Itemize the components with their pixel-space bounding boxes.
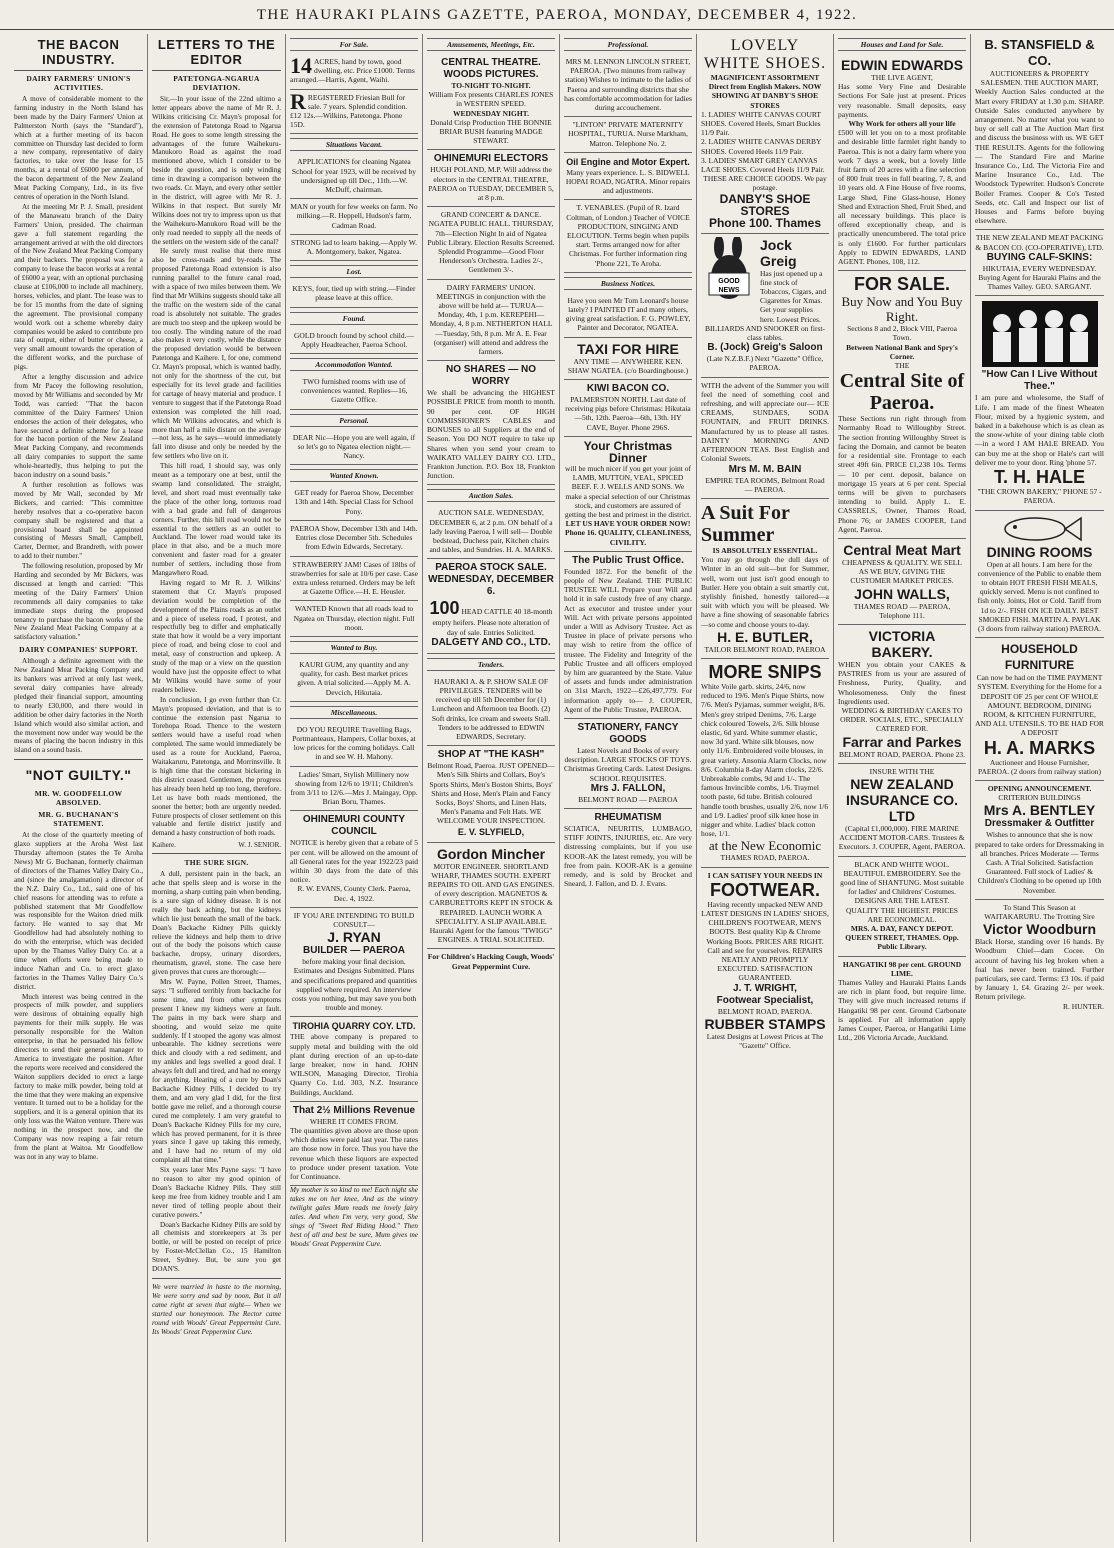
between: Between National Bank and Spry's Corner. [846, 342, 958, 361]
suit-ad [701, 499, 829, 659]
rubber-title: RUBBER STAMPS [704, 1015, 826, 1032]
ryan-body: before making your final decision. Estimates and Designs Submitted. Plans and specifications prepared and quantities supplied where required. An interview costs you nothing, but may save you both trouble and money. [291, 957, 417, 1013]
economic-name: at the New Economic [708, 838, 822, 854]
xmas-ad [564, 437, 692, 552]
stock-sale-ad [427, 559, 555, 653]
section-head: Accommodation Wanted. [290, 358, 418, 371]
linton-ad: "LINTON" PRIVATE MATERNITY HOSPITAL, TURUA. Nurse Markham, Matron. Telephone No. 2. [564, 117, 692, 153]
walls-address: THAMES ROAD — PAEROA, Telephone 111. [853, 601, 951, 620]
classified-ad: APPLICATIONS for cleaning Ngatea School for year 1923, will be received by undersigned up till Dec., 11th.—W. McDuff, chairman. [290, 154, 418, 199]
shares-title: NO SHARES — NO WORRY [445, 364, 536, 388]
suit-essential: IS ABSOLUTELY ESSENTIAL. [712, 545, 818, 555]
classified-ad: DO YOU REQUIRE Travelling Bags, Portmanteaux, Hampers, Collar boxes, at low prices for the coming holidays. Call in and see W. H. Mahony. [290, 722, 418, 767]
signature [152, 841, 281, 849]
household-title: HOUSEHOLD FURNITURE [1001, 642, 1078, 673]
classified-ad: TWO furnished rooms with use of conveniences wanted. Replies—16, Gazette Office. [290, 374, 418, 410]
letters-title: LETTERS TO THE EDITOR [152, 34, 281, 71]
classified-ad: WANTED Known that all roads lead to Ngatea on Thursday, election night. Full moon. [290, 601, 418, 637]
taxi-ad [564, 338, 692, 380]
column-letters [148, 34, 286, 1542]
stationery-ad [564, 719, 692, 809]
paragraph: Much interest was being centred in the prospects of milk powder, and suppliers were desirous of obtaining equally high payments for their milk supply. He was personally responsible for the Walton enterprise, in that he persuaded his fellow directors to send their general manager to America to investigate the position. After the reports were received and considered the Waiton suppliers decided to erect a large factory to make milk powder, being told at the time that they were making an expensive venture. It turned out to be a holiday for the suppliers, and it is a general opinion that its only loss was the Waiton venture. There was nothing in the prospect now, and the Company was now reaping a fair return from the plant at Waitoa. Mr Goodfellow was not in any way to blame. [14, 992, 143, 1161]
good-news-text: GOOD [718, 277, 740, 285]
ad-text: ACRES, hand by town, good dwelling, etc. Price £1000. Terms arranged.—Harris, Agent, Waihi. [290, 57, 415, 85]
jock-body: Has just opened up a fine stock of Tobaccos, Cigars, and Cigarettes for Xmas. Get your supplies here. Lowest Prices. [760, 268, 827, 324]
insure-pre: INSURE WITH THE [869, 766, 935, 776]
victor-name: Victor Woodburn [982, 921, 1097, 938]
classified-ad: DEAR Nic—Hope you are well again, if so let's go to Ngatea election night.—Nancy. [290, 430, 418, 466]
dalgety: DALGETY AND CO., LTD. [431, 636, 551, 648]
meat-mart-ad [838, 539, 966, 625]
lennon-ad: MRS M. LENNON LINCOLN STREET, PAEROA. (Two minutes from railway station) Wishes to intimate to the ladies of Paeroa and surrounding districts that she has comfortable accommodation for ladies during accouchement. [564, 54, 692, 117]
tonight: TO-NIGHT TO-NIGHT. [451, 81, 531, 90]
stationery-title: STATIONERY, FANCY GOODS [577, 721, 679, 745]
subheading: DAIRY COMPANIES' SUPPORT. [19, 645, 138, 655]
calf-text: HIKUTAIA, EVERY WEDNESDAY. Buying Agent for Hauraki Plains and the Thames Valley. GEO. SARGANT. [978, 263, 1101, 292]
footwear-text: Having recently unpacked NEW AND LATEST DESIGNS IN LADIES' SHOES, CHILDREN'S FOOTWEAR, MEN'S BOOTS. Best quality Kip & Chrome Working Boots. PRICES ARE RIGHT. Call and see for yourselves. REPAIRS NEATLY AND PROMPTLY EXECUTED. SATISFACTION GUARANTEED. [701, 899, 829, 983]
section-head: Houses and Land for Sale. [838, 38, 966, 51]
household-text: Can now be had on the TIME PAYMENT SYSTEM. Everything for the Home for a DEPOSIT OF 25 per cent OF WHOLE AMOUNT. BEDROOM, DINING ROOM, & KITCHEN FURNITURE, AND ALL UTENSILS. TO BE HAD FOR A DEPOSIT [975, 673, 1104, 738]
billiards: BILLIARDS AND SNOOKER on first-class tables. [705, 323, 825, 343]
stansfield-ad [975, 34, 1104, 230]
the-word: THE [894, 361, 910, 371]
howcan-text: I am pure and wholesome, the Staff of Life. I am made of the finest Wheaten Flour, mixed by a hygienic system, and baked in a bakehouse which is as clean as the snow-white of your dining table cloth—in a word I AM HALE BREAD. You can buy me at the shop or Hale's cart will deliver me to your door. Ring 'phone 57. [975, 393, 1104, 467]
council-title: OHINEMURI COUNTY COUNCIL [302, 814, 406, 838]
marks-sub: Auctioneer and House Furnisher, PAEROA. (2 doors from railway station) [977, 757, 1102, 776]
footer-ad: For Children's Hacking Cough, Woods' Great Peppermint Cure. [427, 952, 555, 971]
section-head: Lost. [290, 265, 418, 278]
victor-ad [975, 900, 1104, 1015]
classified-ad: GET ready for Paeroa Show, December 13th and 14th. Special Class for School Pony. [290, 485, 418, 521]
column-auctioneers [971, 34, 1108, 1542]
paragraph: A further resolution as follows was moved by Mr Wall, seconded by Mr Bickers, and carried: "This committee hereby resolves that a co-operative bacon company shall be registered and that a provisional board shall be appointed consisting of Messrs Small, Campbell, Carter, Dermer, and Brandreth, with power to add to their number." [14, 480, 143, 561]
hale-ad [975, 296, 1104, 510]
xmas-order: LET US HAVE YOUR ORDER NOW! Phone 16. QUALITY, CLEANLINESS, CIVILITY. [564, 519, 691, 547]
article-body [152, 95, 281, 838]
article-body [14, 95, 143, 642]
electors-title: OHINEMURI ELECTORS [433, 153, 549, 165]
embroidery-text: BLACK AND WHITE WOOL. BEAUTIFUL EMBROIDERY. See the good line of SHANTUNG. Most suitable for ladies' and Childrens' Costumes. DESIGNS ARE THE LATEST. QUALITY THE HIGHEST. PRICES ARE ECONOMICAL. [840, 859, 964, 924]
bentley-sub: Dressmaker & Outfitter [984, 818, 1095, 830]
calf-title: BUYING CALF-SKINS: [986, 251, 1093, 263]
tenders-ad: HAURAKI A. & P. SHOW SALE OF PRIVILEGES. TENDERS will be received up till 5th December for (1) Luncheon and Afternoon tea Booth. (2) Soft drinks, Ice cream and sweets Stall. Tenders to be addressed to EDWIN EDWARDS, Secretary. [427, 674, 555, 746]
stansfield-name: B. STANSFIELD & CO. [984, 37, 1095, 68]
trust-title: The Public Trust Office. [572, 554, 684, 566]
footwear-title: FOOTWEAR. [710, 879, 820, 900]
waikato-ad [427, 361, 555, 485]
cattle-text: HEAD CATTLE 40 18-month empty heifers. Please note alteration of day of sale. Entries Solicited. [432, 607, 553, 637]
bain-name: Mrs M. M. BAIN [728, 463, 802, 475]
dining-ad [975, 511, 1104, 639]
paragraph: This hill road, I should say, was only meant as a temporary one at best, until the swamp land consolidated. The straight, level, and short road must eventually take the place of the other long, tortuous road with a bad grade and full of dangerous corners. Further, this hill road would not be essential to the settlers as an outlet to Auckland. The lower road would take its place in that also, and be a much more convenient and faster road for a greater number of settlers, including those from Mangawhero Road. [152, 462, 281, 578]
opening: OPENING ANNOUNCEMENT. [987, 783, 1092, 793]
bentley-name: Mrs A. BENTLEY [983, 802, 1096, 819]
quarry-body: THE above company is prepared to supply metal and building with the old plant during erection of an up-to-date large breaker, now in hand. JOHN WILSON, Managing Director, Tirohia Quarry Co. Ltd. 303, N.Z. Insurance Buildings, Auckland. [290, 1032, 418, 1097]
lime-text: Thames Valley and Hauraki Plains Lands are rich in plant food, but require lime. They will give much increased returns if Hangatiki 98 per cent. Ground Carbonate is applied. For all information apply James Couper, Paeroa, or Hangatiki Lime Ltd., 206 Victoria Arcade, Auckland. [838, 978, 966, 1043]
meat-text: CHEAPNESS & QUALITY. WE SELL AS WE BUY, GIVING THE CUSTOMER MARKET PRICES. [842, 557, 962, 586]
classified-ad: PAEROA Show, December 13th and 14th. Entries close December 5th. Schedules from Edwin Edwards, Secretary. [290, 521, 418, 557]
insurance-ad [838, 764, 966, 857]
paragraph: In conclusion, I go even further than Cr. Mayn's proposed deviation, and that is to continue the extension past Ngarua to Torehopa Road. Thence to the western settlers would have a useful road when completed. The same would immediately be used as a route for Auckland, Paeroa, Waitakaruru, Patetonga, and Morrinsville. It is high time that the constant bickering in this district ceased. Gentlemen, the progress has already been held up too long, therefore. Let us have both roads mentioned, the sooner the better; both are urgently needed. Future prospects of closer settlement on this valuable and fertile district justify and demand a hasty construction of both roads. [152, 695, 281, 838]
revenue-body: The quantities given above are those upon which duties were paid last year. The rates are those now in force. Thus you have the revenue which these liquors are expected to produce under present taxation. Vote for Continuance. [290, 1126, 418, 1182]
butler-sub: TAILOR BELMONT ROAD, PAEROA [704, 644, 826, 654]
economic-address: THAMES ROAD, PAEROA. [720, 853, 810, 863]
classified-ad: KEYS, four, tied up with string.—Finder please leave at this office. [290, 281, 418, 307]
classified-ad: Ladies' Smart, Stylish Millinery now showing from 12/6 to 19/11; Children's from 3/11 to 12/6.—Mrs J. Maingay, Opp. Brian Boru, Thames. [290, 767, 418, 812]
revenue-head: That 2½ Millions Revenue [292, 1104, 416, 1116]
howcan-title: "How Can I Live Without Thee." [981, 369, 1098, 393]
section-head: Auction Sales. [427, 489, 555, 502]
section-head: Business Notices. [564, 277, 692, 290]
council-notice [290, 811, 418, 907]
snips-text: White Voile garb. skirts, 24/6, now reduced to 19/6. Men's Pique Shirts, now 7/6. Men's Pyjamas, summer weight, 8/6. Men's grey striped Denims, 7/6. Large chick coloured Towels, 2/6. Silk blouse elastic, 6d yard. White summer elastic, now 3d yard. White silk blouses, now only 11/6. Embroidered voile blouses, in great variety. Ansonia Alarm Clocks, now 8/6. Columbia 8-day Alarm clocks, 22/6. Unbreakable combs, 9d and 1/-. The famous Invincible combs, 1/6. Traymel tooth paste, 6d tube. British coloured handle tooth brushes, usually 2/6, now 1/6 and 1/9. Ladies' proof silk knee hose in nigger and white. Ladies' black cotton hose, 1/1. [701, 681, 829, 839]
section-head: Personal. [290, 414, 418, 427]
kash-ad [427, 746, 555, 842]
paragraph: A dull, persistent pain in the back, an ache that spells sleep and is worse in the morning, a sharp cutting pain when bending, is a sure sign of kidney disease. It is not really the back aching, but the kidneys which lie just beneath the small of the back. Doan's Backache Kidney Pills quickly relieve the kidneys and help them to drive out of the body the poisons which cause backache, dropsy, urinary disorders, rheumatism, gravel, stone. The case here given proves that cures are thorough:— [152, 870, 281, 977]
saloon-sub: (Late N.Z.B.F.) Next "Gazette" Office, PAEROA. [706, 354, 824, 373]
venables-ad: T. VENABLES. (Pupil of R. Izard Coltman, of London.) Teacher of VOICE PRODUCTION, SINGING AND ELOCUTION. Terms begin when pupils start. Terms arranged now for after Christmas. For further information ring 'Phone 221, Te Aroha. [564, 200, 692, 272]
fallon-address: BELMONT ROAD — PAEROA [578, 794, 678, 804]
film: Donald Crisp Production THE BONNIE BRIAR BUSH featuring MADGE STEWART. [430, 117, 552, 146]
lovely-sub: MAGNIFICENT ASSORTMENT Direct from English Makers. NOW SHOWING AT DANBY'S SHOE STORES [708, 73, 822, 110]
kiwi-text: PALMERSTON NORTH. Last date of receiving pigs before Christmas: Hikutaia—5th, 12th. Paeroa—6th, 13th. HY CAVE, Buyer. Phone 296S. [565, 395, 691, 432]
shoe-item: 1. LADIES' WHITE CANVAS COURT SHOES. Covered Heels, Smart Buckles 11/9 Pair. [701, 109, 821, 138]
footwear-pre: I CAN SATISFY YOUR NEEDS IN [707, 870, 823, 880]
kiwi-title: KIWI BACON CO. [586, 383, 670, 395]
classified-ad: KAURI GUM, any quantity and any quality, for cash. Best market prices given. A trial solicited.—Apply M. A. Devcich, Hikutaia. [290, 657, 418, 702]
edwards-agent: THE LIVE AGENT, [871, 73, 933, 82]
danby-phone: Phone 100. Thames [708, 215, 822, 230]
column-shoes [697, 34, 834, 1542]
suit-text: You may go through the dull days of Winter in an old suit—but for Summer, well, worn out just isn't good enough to Butler. Here you obtain a suit smartly cut, stylishly finished, honestly tailored—a suit with which you will be pleased. We have a fine showing of seasonable fabrics—so come and choose yours to-day. [701, 555, 829, 629]
meat-co-ad [975, 230, 1104, 296]
subheading: THE SURE SIGN. [184, 858, 249, 868]
rheum-ad [564, 809, 692, 892]
criterion: CRITERION BUILDINGS [998, 793, 1081, 803]
footwear-ad [701, 868, 829, 1055]
powley-ad: Have you seen Mr Tom Leonard's house lately? I PAINTED IT and many others, giving great satisfaction. F. G. POWLEY, Painter and Decorator, NGATEA. [564, 293, 692, 338]
bakery-ad [838, 625, 966, 764]
drop-cap: R [290, 88, 306, 114]
stand-text: To Stand This Season at WAITAKARURU. The Trotting Sire [984, 902, 1095, 921]
revenue-ad [290, 1102, 418, 1186]
trust-text: Founded 1872. For the benefit of the people of New Zealand. THE PUBLIC TRUSTEE WILL Prepare your Will and hold it in safe custody free of any charge. Act as executor and trustee under your Will. Act with private persons appointed under a Will as Advisory Trustee. Act as Trustee in place of private persons who may wish to retire from the office of trustee. The Fidelity and Integrity of the Public Trustee and all officers employed by him are guaranteed by the State. Value of assets and funds under administration on 31st March, 1922—£26,497,779. For information apply to— J. COUPER, Agent of the Public Trustee, PAEROA. [564, 566, 692, 714]
council-text: NOTICE is hereby given that a rebate of 5 per cent. will be allowed on the amount of all General rates for the year 1922/23 paid within 30 days from the date of this notice. [290, 838, 418, 885]
wedding-text: WEDDING & BIRTHDAY CAKES TO ORDER. SOCIALS, ETC., SPECIALLY CATERED FOR. [840, 705, 964, 734]
section-head: For Sale. [290, 38, 418, 51]
union-ad: DAIRY FARMERS' UNION. MEETINGS in conjunction with the above will be held at— TURUA—Monday, 4th, 1 p.m. KEREPEHI—Monday, 4, 8 p.m. NETHERTON HALL—Tuesday, 5th, 8 p.m. Mr A. E. Fear (organiser) will attend and address the farmers. [427, 280, 555, 362]
buy-now: Buy Now and You Buy Right. [841, 294, 963, 325]
classified-ad [290, 90, 418, 135]
cattle-count: 100 [429, 598, 460, 619]
jock-title: Jock Greig [760, 236, 797, 269]
paragraph: A move of considerable moment to the farming industry in the North Island has been made by the Dairy Farmers' Union at Palmerston North (says the "Standard"), which at a further meeting of its bacon committee on Thursday last decided to form a new company, representative of dairy factories, to take over the lease for 15 months, at a rental of £6000 per annum, of the bacon department of the New Zealand Meat Packing Company, Ltd., in its five centres of operation in the North Island. [14, 95, 143, 201]
stock-title: PAEROA STOCK SALE. WEDNESDAY, DECEMBER 6. [428, 562, 554, 598]
ryan-role: BUILDER — PAEROA [302, 945, 406, 957]
bain-address: EMPIRE TEA ROOMS, Belmont Road — PAEROA. [705, 475, 825, 494]
concert-ad: GRAND CONCERT & DANCE. NGATEA PUBLIC HALL. THURSDAY, 7th—Election Night In aid of Ngatea Public Library. Election Results Screened. Splendid Programme—Good Floor Henderson's Orchestra. Ladies 2/-, Gentlemen 3/-. [427, 207, 555, 279]
edwards-ad [838, 54, 966, 271]
section-head: Professional. [564, 38, 692, 51]
jock-row [701, 237, 829, 324]
engine-ad [564, 153, 692, 201]
day-name: MRS. A. DAY, FANCY DEPOT. QUEEN STREET, THAMES. Opp. Public Library. [845, 924, 959, 952]
paragraph: The following resolution, proposed by Mr Harding and seconded by Mr Bickers, was discussed at length and carried: "This meeting of the Dairy Farmers' Union recommends all dairy companies to take immediate steps during the proposed tenancy to purchase the bacon works of the New Zealand Meat Packing Company at a satisfactory valuation." [14, 562, 143, 642]
mincher-body: MOTOR ENGINEER. SHORTLAND WHARF, THAMES SOUTH. EXPERT REPAIRS TO OIL AND GAS ENGINES. of every description. MAGNETOS & CARBURETTORS KEPT IN STOCK & REPAIRED. LAUNCH WORK A SPECIALITY. A SLIP AVAILABLE. Hauraki Agent for the famous "TWIGG" ENGINES. A TRIAL SOLICITED. [427, 861, 555, 945]
wednesday: WEDNESDAY NIGHT. [453, 108, 529, 118]
ice-text: WITH the advent of the Summer you will feel the need of something cool and refreshing, and will appreciate our— ICE CREAMS, SUNDAES, SODA FOUNTAIN, and FRUIT DRINKS. Manufactured by us to please all tastes. DAINTY MORNING AND AFTERNOON TEAS. Best English and Colonial Sweets. [701, 380, 829, 464]
column-amusements [423, 34, 560, 1542]
choice-goods: THESE ARE CHOICE GOODS. We pay postage. [703, 174, 827, 193]
embroidery-ad [838, 857, 966, 957]
masthead-title: THE HAURAKI PLAINS GAZETTE, PAEROA, MONDAY, DECEMBER 4, 1922. [256, 7, 858, 23]
bacon-sub: DAIRY FARMERS' UNION'S ACTIVITIES. [26, 74, 131, 92]
taxi-text: ANY TIME — ANYWHERE KEN. SHAW NGATEA. (c/o Boardinghouse.) [567, 356, 689, 375]
bakery-title: VICTORIA BAKERY. [868, 627, 936, 660]
paragraph: Mrs W. Payne, Pollen Street, Thames, says: "I suffered terribly from backache for some time, and from other symptoms present I knew my kidneys were at fault. The pains in my back were sharp and shooting, and would seize me quite suddenly. If I stooped the agony was almost unbearable. The kidney secretions were thick and cloudy with a red sediment, and my ankles and legs swelled a good deal. I always felt dull and tired, and had no energy for anything. Hearing of a cure by Doan's Backache Kidney Pills, I decided to try them, and am very glad I did, for the first bottle gave me relief, and a thorough course cured me completely. I am very grateful to Doan's Backache Kidney Pills for my cure, which has proved permanent, for it is three years since I gave up taking this remedy, and I have had no return of my old complaint all that time." [152, 978, 281, 1165]
xmas-title: Your Christmas Dinner [583, 438, 673, 465]
signature-name: W. J. SENIOR. [238, 841, 281, 850]
bakery-text: WHEN you obtain your CAKES & PASTRIES from us your are assured of Freshness, Purity, Quality, and Wholesomeness. Only the finest Ingredients used. [838, 659, 966, 706]
film: William Fox presents CHARLES JONES in WESTERN SPEED. [428, 90, 554, 109]
lime-title: HANGATIKI 98 per cent. GROUND LIME. [842, 959, 962, 978]
ad-text: REGISTERED Friesian Bull for sale. 7 years. Splendid condition. £12 12s.—Wilkins, Patetonga. Phone 15D. [290, 92, 408, 130]
bentley-ad [975, 781, 1104, 900]
waikato-text: We shall be advancing the HIGHEST POSSIBLE PRICE from month to month. 90 per cent. OF HIGH COMMISSIONER'S CABLES and BONUSES to all Suppliers at the end of Season. You DO NOT require to take up Shares when you send your cream to WAIKATO VALLEY DAIRY CO. LTD., Frankton Junction. P.O. Box 18, Frankton Junction. [427, 388, 555, 481]
classified-ad: STRAWBERRY JAM! Cases of 18lbs of strawberries for sale at 10/6 per case. Case extra unless returned. Orders may be left at Gazette Office.—H. E. Heusler. [290, 557, 418, 602]
stansfield-text: Weekly Auction Sales conducted at the Mart every FRIDAY at 1.30 p.m. SHARP. Outside Sales conducted anywhere by arrangement. No matter what you want to buy or sell call at The Auction Mart first and discuss the business with us. WE GET THE RESULTS. Agents for the following— The Standard Fire and Marine Insurance Co., Ltd. The Victoria Fire and Marine Insurance Co., Ltd. The Woodstock Typewriter. Hudson's Concrete Boiler Frames. Cooper & Co's Tested Seeds, etc. Call and Inspect our list of Houses and Farms before buying elsewhere. [975, 87, 1104, 226]
subheading: MR. G. BUCHANAN'S STATEMENT. [38, 810, 119, 829]
rabbit-icon [701, 237, 757, 311]
edwards-text: Has some Very Fine and Desirable Sections For Sale just at present. Prices very reasonable. Small deposits, easy payments. [838, 82, 966, 119]
kiwi-ad [564, 380, 692, 437]
insure-title: NEW ZEALAND INSURANCE CO. LTD [845, 775, 958, 824]
paragraph: Six years later Mrs Payne says: "I have no reason to alter my good opinion of Doan's Backache Kidney Pills. They still keep me free from kidney trouble and I am never tired of telling people about their curative powers." [152, 1166, 281, 1219]
article-body [14, 657, 143, 755]
hale-name: T. H. HALE [993, 467, 1085, 488]
paragraph: Sir,—In your issue of the 22nd ultimo a letter appears above the name of Mr R. J. Wilkins criticising Cr. Mayn's proposal for the extension of Patetonga Road to Ngarua Road. He goes to some length stressing the advantages of the future Waihekuru-Manukoro Road as against the road mentioned above, which I consider to be beside the question, and is only winding time in drawing a comparison between the two roads. Cr. Mayn, and every other settler in the district, will agree with Mr R. J. Wilkins in that respect. But surely Mr Wilkins does not try to impress upon us that the Waihekuru-Manukoro Road will be the only road needed to supply all the needs of the settlers on the western side of the canal? [152, 95, 281, 246]
section-head: Tenders. [427, 658, 555, 671]
paragraph: He surely must realise that there must also be cross-roads and by-roads. The proposed Patetonga Road extension is also running parallel to the future canal road, with a space of two miles between them. We find that Mr Wilkins suggests should take all the traffic on the western side of the canal road is absolutely not suitable. The grades are much too steep and the upkeep would be too costly. The winding nature of the road also makes it very costly, while the distance the proposed deviation would be between Patetonga and Kaihere. I, for one, commend Cr. Mayn's proposal, which is wanted badly, not only for the shortness of the cut, but especially for its level grade and facilities for cartage of heavy material and produce. I venture to suggest that if the Patetonga Road extension was completed the hill road, which Mr Wilkins advocates, and which is more than half a mile distant on the average—not less, as he says—would immediately fall into disuse and only be needed by the few settlers who live on it. [152, 247, 281, 461]
shoe-item: 2. LADIES' WHITE CANVAS DERBY SHOES. Covered Heels 11/9 Pair. [701, 137, 822, 156]
paragraph: Doan's Backache Kidney Pills are sold by all chemists and storekeepers at 3s per bottle, or will be posted on receipt of price by Foster-McClellan Co., 15 Hamilton Street, Sydney. But, be sure you get DOAN'S. [152, 1220, 281, 1274]
theatre-title: CENTRAL THEATRE. [441, 57, 541, 68]
newspaper-page [10, 34, 1108, 1542]
rheum-text: SCIATICA, NEURITIS, LUMBAGO, STIFF JOINTS, INJURIES, etc. Are very distressing complaints, but if you use KOOR-AK the latest remedy, you will be free from pain. KOOR-AK is a genuine remedy, and is sold by Brocket and Sneard, J. Fallon, and D. J. Evans. [564, 823, 692, 889]
section-head: Miscellaneous. [290, 706, 418, 719]
rhyme: My mother is so kind to me! Each night she takes me on her knee, And as the wintry twilight gales Mum reads me lovely fairy tales. And when I'm very, very good, She sings of "Sweet Red Riding Hood." Then best of all and best be sure, Mum gives me Woods' Great Peppermint Cure. [290, 1186, 418, 1248]
for-sale-ad [838, 271, 966, 539]
electors-text: HUGH POLAND, M.P. Will address the electors in the CENTRAL THEATRE, PAEROA on TUESDAY, DECEMBER 5, at 8 p.m. [428, 165, 554, 203]
classified-ad: GOLD brooch found by school child.—Apply Headteacher, Paeroa School. [290, 328, 418, 354]
lime-ad [838, 957, 966, 1047]
paragraph: Although a definite agreement with the New Zealand Meat Packing Company and its bankers was arrived at only last week, several dairy companies have already pledged their financial support, amounting to nearly £30,000, and there would in addition be other dairy factories in the North Island which would also similar action, and the movement now under way would be the means of placing the bacon industry in this island on a sound basis. [14, 657, 143, 755]
bakers-icon [980, 299, 1100, 369]
wright-name: J. T. WRIGHT, [733, 982, 797, 994]
rubber-sub: Latest Designs at Lowest Prices at The "Gazette" Office. [706, 1031, 824, 1051]
trust-ad [564, 552, 692, 719]
farrar-name: Farrar and Parkes [842, 733, 962, 750]
taxi-title: TAXI FOR HIRE [577, 340, 679, 357]
column-classifieds [286, 34, 423, 1542]
section-head: Wanted to Buy. [290, 641, 418, 654]
article-body [152, 870, 281, 1274]
woods-title: WOODS PICTURES. [443, 69, 539, 80]
bacon-title: THE BACON INDUSTRY. [14, 34, 143, 71]
victor-text: Black Horse, standing over 16 hands. By Woodburn Chief—dam Cocee. On account of having his leg broken when a foal has never been trained. Further particulars, see card. Terms: £3 10s. if paid by January 1, £4. Grazing 2/- per week. Return privilege. [975, 937, 1104, 1002]
wright-address: BELMONT ROAD, PAEROA. [717, 1006, 813, 1016]
engine-text: Many years experience. L. S. BIDWELL HOPAI ROAD, NGATRA. Minor repairs and adjustments. [565, 167, 691, 196]
section-head: Found. [290, 312, 418, 325]
lovely-title: LOVELY WHITE SHOES. [703, 37, 827, 72]
poem: We were married in haste to the morning, We were sorry and sad by noon, But it all came right at seven that night— When we started our honeymoon. The Rector came round with Woods' Great Peppermint Cure. Its Woods' Great Peppermint Cure. [152, 1283, 281, 1336]
jock-ad [701, 234, 829, 378]
fallon-name: Mrs J. FALLON, [590, 782, 666, 794]
bentley-text: Wishes to announce that she is now prepared to take orders for Dressmaking in all branches. Prices Moderate — Terms Cash. A Trial Solicited. Satisfaction Guaranteed. Full stock of Ladies' & Children's Clothing to be opened up 10th November. [975, 830, 1104, 895]
meat-co-title: THE NEW ZEALAND MEAT PACKING & BACON CO. (CO-OPERATIVE), LTD. [975, 233, 1104, 252]
central-text: These Sections run right through from Normanby Road to Willoughby Street. The section fronting Willoughby Street is facing the Domain, and cannot be beaten for a residential site. Frontage to each street 49ft 6in. PRICE £1,238 10s. Terms — 10 per cent. deposit, balance on mortgage 15 years at 6 per cent. Special terms will be given to purchasers intending to build. Apply L. E. CASSRELS, Owner, Thames Road, Phone 76; or JAMES COOPER, Land Agent, Paeroa. [838, 414, 966, 534]
marks-name: H. A. MARKS [983, 737, 1096, 758]
mincher-ad [427, 843, 555, 950]
column-bacon [10, 34, 148, 1542]
auction-ad: AUCTION SALE. WEDNESDAY, DECEMBER 6, at 2 p.m. ON behalf of a lady leaving Paeroa, I will sell— Double bedstead, Duchess pair, Kitchen chairs and tables, and Sundries. H. A. MARKS. [427, 505, 555, 559]
saloon-name: B. (Jock) Greig's Saloon [707, 342, 823, 354]
masthead [0, 4, 1114, 30]
meat-title: Central Meat Mart [843, 541, 961, 558]
column-property [834, 34, 971, 1542]
ryan-name: J. RYAN [327, 929, 381, 946]
theatre-ad [427, 54, 555, 150]
snips-ad [701, 659, 829, 868]
rheum-title: RHEUMATISM [594, 811, 662, 823]
sections: Sections 8 and 2, Block VIII, Paeroa Town. [847, 324, 957, 343]
paragraph: At the meeting Mr P. J. Small, president of the Manawatu branch of the Dairy Farmers' Union, presided. The chairman gave a full statement regarding the arrangement arrived at with the old directors of the New Zealand Meat Packing Company and their backers. The proposal was for a company to lease the bacon works at a rental of £6000 a year, with an optional purchasing clause at £106,000 to include all machinery, horses, vehicles, and plant. The lease was to be for 15 months from the date of signing the agreement. The provisional company would work out a scheme whereby dairy companies would be asked to contribute pro rata of output, either of butter or cheese, a very small amount towards the operation of the different works, and the purchase of pigs. [14, 202, 143, 372]
column-professional [560, 34, 697, 1542]
kash-text: Belmont Road, Paeroa. JUST OPENED— Men's Silk Shirts and Collars, Boy's Sports Shirts, Men's Boston Shirts, Boys' Shirts and Hose, Men's Plain and Fancy Socks, Boys' Shorts, and Linen Hats, Men's Panama and Felt Hats. WE WELCOME YOUR INSPECTION. [427, 761, 555, 826]
news-text: NEWS [718, 286, 740, 294]
classified-ad: STRONG lad to learn baking.—Apply W. A. Montgomery, baker, Ngatea. [290, 235, 418, 261]
jock-image [701, 237, 757, 324]
fish-icon [995, 514, 1085, 544]
stansfield-sub: AUCTIONEERS & PROPERTY SALESMEN. THE AUCTION MART, [980, 69, 1099, 88]
quarry-ad [290, 1017, 418, 1101]
slyfield: E. V. SLYFIELD, [457, 826, 525, 837]
why-work: Why Work for others all your life [848, 119, 956, 129]
shoe-item: 3. LADIES' SMART GREY CANVAS LACE SHOES. Covered Heels 11/9 Pair. [701, 155, 825, 175]
farrar-address: BELMONT ROAD, PAEROA. Phone 23. [838, 749, 966, 759]
danby-ad [701, 34, 829, 234]
wright-sub: Footwear Specialist, [716, 994, 814, 1006]
jock-text [760, 237, 829, 324]
section-head: Wanted Known. [290, 469, 418, 482]
classified-ad [290, 54, 418, 90]
subheading: PATETONGA-NGARUA DEVIATION. [173, 74, 260, 92]
quarry-head: TIROHIA QUARRY COY. LTD. [292, 1021, 416, 1032]
council-sign: R. W. EVANS, County Clerk. Paeroa, Dec. 4, 1922. [297, 884, 411, 903]
ryan-head: IF YOU ARE INTENDING TO BUILD CONSULT— [293, 910, 415, 929]
article-body [14, 831, 143, 1162]
edwards-name: EDWIN EDWARDS [840, 57, 964, 73]
dining-text: Open at all hours. I am here for the convenience of the Public to enable them to obtain HOT FRESH FISH MEALS, quickly served. Menu is not confined to fish only. Joints, Hot or Cold. Tariff from 1d to 2/-. FISH ON ICE DAILY. BEST SMOKED FISH. MARTIN A. PAVLAK (3 doors from railway station) PAEROA. [977, 559, 1102, 633]
dining-title: DINING ROOMS [986, 543, 1093, 560]
kash-title: SHOP AT "THE KASH" [437, 749, 545, 761]
stationery-text: Latest Novels and Books of every description. LARGE STOCKS OF TOYS. Christmas Greeting Cards. Latest Designs. SCHOOL REQUISITES. [564, 745, 692, 783]
mincher-title: Gordon Mincher [436, 845, 546, 862]
farm-text: £500 will let you on to a most profitable and desirable little farmlet right handy to Paeroa. This is not a dairy farm where you work 7 days a week, but a lovely little fruit farm of 20 acres with a fine selection of 800 fruit trees in full bearing, 7, 8, and 10 years old. A Fine House of five rooms, Large Shed, Fine Glass-house, Honey Shed and Extraction Shed, Fruit Shed, and all necessary buildings. This place is offered exceptionally cheap, and is practically unencumbered. The total price is only £1600. For further particulars Apply to EDWIN EDWARDS, LAND AGENT. Phones, 108, 112. [838, 128, 966, 267]
ryan-ad [290, 908, 418, 1018]
walls-name: JOHN WALLS, [854, 585, 950, 602]
electors-ad [427, 150, 555, 207]
paragraph: Having regard to Mr R. J. Wilkins' statement that Cr. Mayn's proposed deviation would be completion of the development of the Plains roads as an outlet and a piece of useless road, I protest, and respectfully beg to differ and emphatically state that how it would be a very important piece of road, and being close to cool and metal, easy of construction and upkeep. A study of the map or a view on the question would have just the opposite effect to what Mr Wilkins would have some of your readers believe. [152, 578, 281, 694]
suit-title: A Suit For Summer [701, 501, 790, 546]
xmas-text: will be much nicer if you get your joint of LAMB, MUTTON, VEAL, SPICED BEEF. F. J. WELLS AND SONS. We make a special selection of our Christmas stock, and customers are assured of getting the best and primest in the district. [564, 463, 692, 519]
central-title: Central Site of Paeroa. [839, 370, 965, 415]
engine-title: Oil Engine and Motor Expert. [566, 156, 690, 167]
for-sale-title: FOR SALE. [853, 274, 950, 295]
insure-text: (Capital £1,000,000). FIRE MARINE ACCIDENT MOTOR-CARS. Trustees & Executors. J. COUPER, Agent, PAEROA. [838, 823, 966, 852]
paragraph: After a lengthy discussion and advice from Mr Pacey the following resolution, moved by Mr Williams and seconded by Mr Todd, was carried: "That the bacon committee of the Dairy Farmers' Union endorses the action of their delegates, who have secured a definite scheme for a lease for the bacon portion of the New Zealand Meat Packing Company, and recommends all dairy companies to support the same whole-heartedly, thus helping to put the bacon industry on a sound basis." [14, 373, 143, 480]
ice-cream-ad [701, 378, 829, 499]
subheading: MR. W. GOODFELLOW ABSOLVED. [34, 789, 123, 808]
section-head: Situations Vacant. [290, 138, 418, 151]
furniture-ad [975, 638, 1104, 781]
revenue-sub: WHERE IT COMES FROM. [309, 1116, 399, 1126]
hale-sub: "THE CROWN BAKERY," PHONE 57 - PAEROA. [977, 487, 1102, 506]
not-guilty-title: "NOT GUILTY." [25, 767, 132, 784]
butler-name: H. E. BUTLER, [717, 628, 813, 645]
paragraph: At the close of the quarterly meeting of glaxo suppliers at the Aroha West last Thursday afternoon (states the Te Aroha News) Mr G. Buchanan, formerly chairman of directors of the Thames Valley Dairy Co., and (since the amalgamation) a director of the N.Z. Dairy Co., Ltd., said one of his chief reasons for attending was to refute a published statement that Mr Goodfellow was responsible for the Waiton dried milk factory. He wanted to say that Mr Goodfellow had had absolutely nothing to do with the enterprise, which was decided upon by the Thames Valley Dairy Co. at a time when efforts were being made to induce Nathan and Co. to erect glaxo factories in the Thames Valley Dairy Co.'s district. [14, 831, 143, 991]
danby-name: DANBY'S SHOE STORES [719, 191, 811, 218]
snips-title: MORE SNIPS [708, 661, 822, 682]
hunter-name: R. HUNTER. [1062, 1001, 1104, 1011]
section-head: Amusements, Meetings, Etc. [427, 38, 555, 51]
classified-ad: MAN or youth for few weeks on farm. No milking.—R. Heppell, Hudson's farm, Cadman Road. [290, 199, 418, 235]
signature-place: Kaihere. [152, 841, 176, 850]
drop-number: 14 [290, 53, 312, 78]
